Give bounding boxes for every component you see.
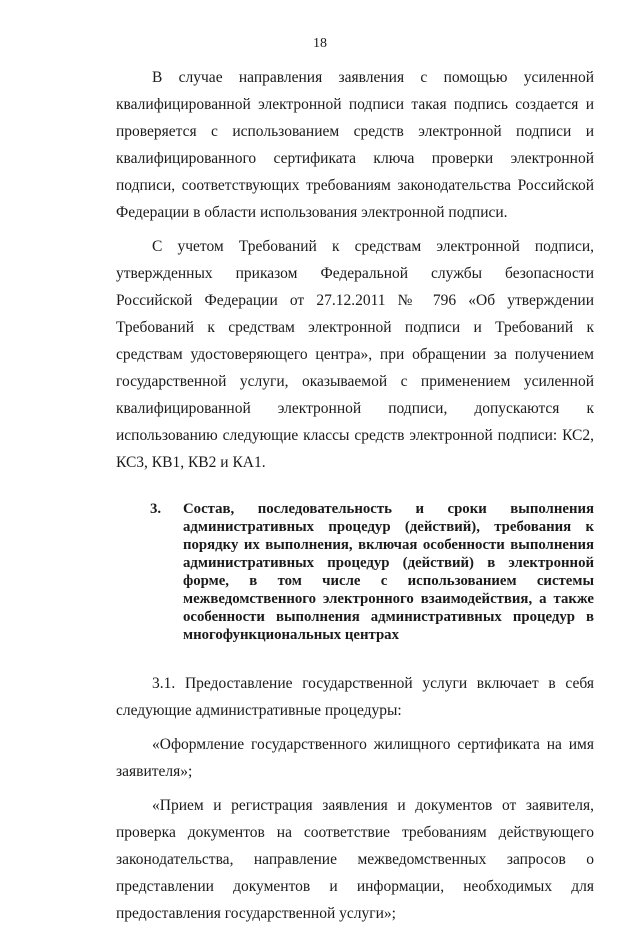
section-number: 3. — [150, 501, 162, 517]
paragraph-procedure-registration: «Прием и регистрация заявления и документов от заявителя, проверка документов на соответствие требованиям действующего законодательства, направление межведомственных запросов о представлении документов и информации, необходимых для предоставления государственной услуги»; — [116, 797, 594, 922]
paragraph-signature-classes: С учетом Требований к средствам электронной подписи, утвержденных приказом Федеральной службы безопасности Российской Федерации от 27.12.2011 № 796 «Об утверждении Требований к средствам электронной подписи и Требований к средствам удостоверяющего центра», при обращении за получением государственной услуги, оказываемой с применением усиленной квалифицированной электронной подписи, допускаются к использованию следующие классы средств электронной подписи: КС2, КС3, КВ1, КВ2 и КА1. — [116, 238, 594, 471]
document-body — [116, 64, 594, 927]
page-number: 18 — [313, 36, 327, 51]
paragraph-signature-verification: В случае направления заявления с помощью усиленной квалифицированной электронной подписи такая подпись создается и проверяется с использованием средств электронной подписи и квалифицированного сертификата ключа проверки электронной подписи, соответствующих требованиям законодательства Российской Федерации в области использования электронной подписи. — [116, 69, 594, 221]
section-heading — [150, 500, 594, 644]
paragraph-procedures-intro: 3.1. Предоставление государственной услуги включает в себя следующие административные процедуры: — [116, 675, 594, 719]
paragraph-procedure-certificate: «Оформление государственного жилищного сертификата на имя заявителя»; — [116, 736, 594, 780]
section-title: Состав, последовательность и сроки выполнения административных процедур (действий), требования к порядку их выполнения, включая особенности выполнения административных процедур (действий) в электронной форме, в том числе с использованием системы межведомственного электронного взаимодействия, а также особенности выполнения административных процедур в многофункциональных центрах — [183, 501, 594, 643]
